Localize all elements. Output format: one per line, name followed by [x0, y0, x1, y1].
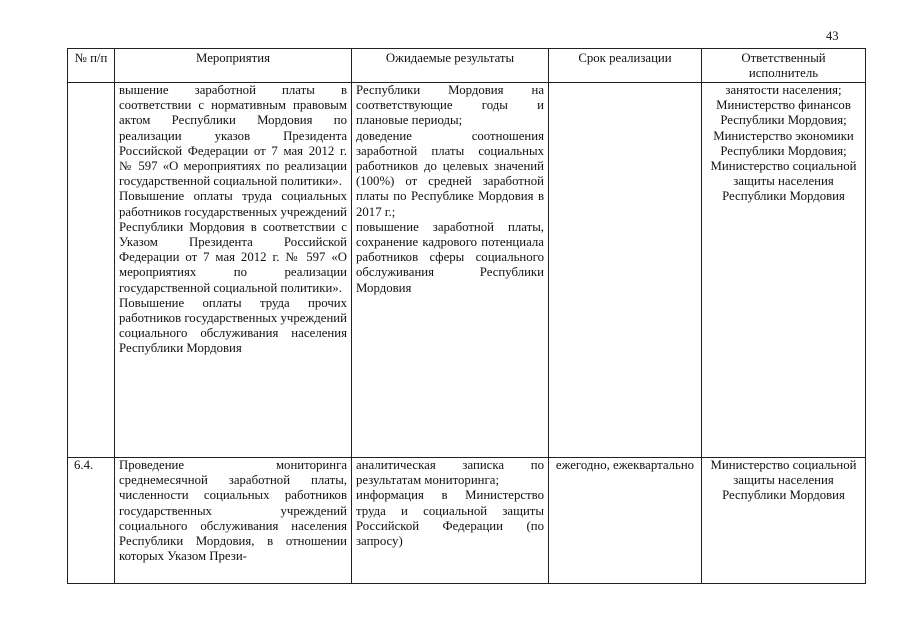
- result-paragraph: информация в Министерство труда и социальной защиты Российской Федерации (по запросу): [356, 488, 544, 549]
- result-paragraph: аналитическая записка по результатам мониторинга;: [356, 458, 544, 488]
- header-term: Срок реализации: [549, 49, 702, 83]
- measure-paragraph: Повышение оплаты труда прочих работников государственных учреждений социального обслуживания населения Республики Мордовия: [119, 295, 347, 356]
- measures-cell: [115, 458, 352, 584]
- header-measures: Мероприятия: [115, 49, 352, 83]
- result-paragraph: доведение соотношения заработной платы социальных работников до целевых значений (100%) от средней заработной платы по Республике Мордовия в 2017 г.;: [356, 128, 544, 219]
- table-row: [68, 83, 866, 458]
- header-number: № п/п: [68, 49, 115, 83]
- measure-paragraph: Повышение оплаты труда социальных работников государственных учреждений Республики Мордовия в соответствии с Указом Президента Российской Федерации от 7 мая 2012 г. № 597 «О мероприятиях по реализации государственной социальной политики».: [119, 189, 347, 295]
- term-cell: ежегодно, ежеквартально: [549, 458, 702, 584]
- term-cell: [549, 83, 702, 458]
- result-paragraph: повышение заработной платы, сохранение кадрового потенциала работников сферы социального обслуживания Республики Мордовия: [356, 219, 544, 295]
- results-cell: [352, 458, 549, 584]
- measure-paragraph: Проведение мониторинга среднемесячной заработной платы, численности социальных работников государственных учреждений социального обслуживания населения Республики Мордовия, в отношении которых Указом Прези-: [119, 458, 347, 564]
- results-cell: [352, 83, 549, 458]
- page-number: 43: [826, 29, 839, 43]
- table-header-row: [68, 49, 866, 83]
- header-expected-results: Ожидаемые результаты: [352, 49, 549, 83]
- responsible-cell: занятости населения; Министерство финансов Республики Мордовия; Министерство экономики Республики Мордовия; Министерство социальной защиты населения Республики Мордовия: [702, 83, 866, 458]
- table-row: [68, 458, 866, 584]
- responsible-cell: Министерство социальной защиты населения Республики Мордовия: [702, 458, 866, 584]
- row-number: 6.4.: [68, 458, 115, 584]
- header-responsible: Ответственный исполнитель: [702, 49, 866, 83]
- measure-paragraph: вышение заработной платы в соответствии с нормативным правовым актом Республики Мордовия по реализации указов Президента Российской Федерации от 7 мая 2012 г. № 597 «О мероприятиях по реализации государственной социальной политики».: [119, 83, 347, 189]
- measures-cell: [115, 83, 352, 458]
- measures-table: [67, 48, 866, 584]
- result-paragraph: Республики Мордовия на соответствующие годы и плановые периоды;: [356, 83, 544, 128]
- row-number: [68, 83, 115, 458]
